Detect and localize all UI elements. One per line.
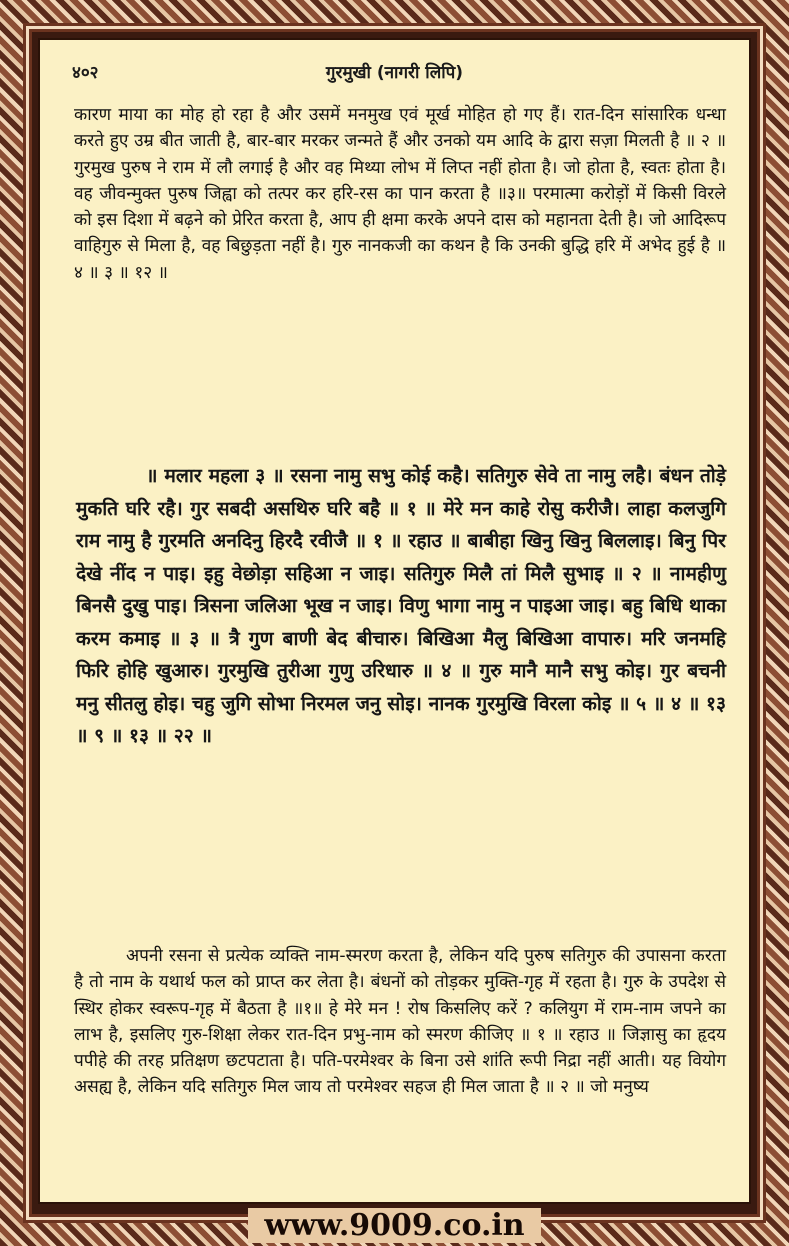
page-number: ४०२: [72, 63, 99, 83]
page-title: गुरमुखी (नागरी लिपि): [325, 63, 464, 83]
book-page: [38, 38, 751, 1204]
gurbani-verse: [76, 460, 726, 753]
paragraph-bottom-text: अपनी रसना से प्रत्येक व्यक्ति नाम-स्मरण करता है, लेकिन यदि पुरुष सतिगुरु की उपासना करता है तो नाम के यथार्थ फल को प्राप्त कर लेता है। बंधनों को तोड़कर मुक्ति-गृह में रहता है। गुरु के उपदेश से स्थिर होकर स्वरूप-गृह में बैठता है ॥१॥ हे मेरे मन ! रोष किसलिए करें ? कलियुग में राम-नाम जपने का लाभ है, इसलिए गुरु-शिक्षा लेकर रात-दिन प्रभु-नाम को स्मरण कीजिए ॥ १ ॥ रहाउ ॥ जिज्ञासु का हृदय पपीहे की तरह प्रतिक्षण छटपटाता है। पति-परमेश्वर के बिना उसे शांति रूपी निद्रा नहीं आती। यह वियोग असह्य है, लेकिन यदि सतिगुरु मिल जाय तो परमेश्वर सहज ही मिल जाता है ॥ २ ॥ जो मनुष्य: [74, 946, 726, 1098]
gurbani-text: ॥ मलार महला ३ ॥ रसना नामु सभु कोई कहै। सतिगुरु सेवे ता नामु लहै। बंधन तोड़े मुकति घरि रहै। गुर सबदी असथिरु घरि बहै ॥ १ ॥ मेरे मन काहे रोसु करीजै। लाहा कलजुगि राम नामु है गुरमति अनदिनु हिरदै रवीजै ॥ १ ॥ रहाउ ॥ बाबीहा खिनु खिनु बिललाइ। बिनु पिर देखे नींद न पाइ। इहु वेछोड़ा सहिआ न जाइ। सतिगुरु मिलै तां मिलै सुभाइ ॥ २ ॥ नामहीणु बिनसै दुखु पाइ। त्रिसना जलिआ भूख न जाइ। विणु भागा नामु न पाइआ जाइ। बहु बिधि थाका करम कमाइ ॥ ३ ॥ त्रै गुण बाणी बेद बीचारु। बिखिआ मैलु बिखिआ वापारु। मरि जनमहि फिरि होहि खुआरु। गुरमुखि तुरीआ गुणु उरिधारु ॥ ४ ॥ गुरु मानै मानै सभु कोइ। गुर बचनी मनु सीतलु होइ। चहु जुगि सोभा निरमल जनु सोइ। नानक गुरमुखि विरला कोइ ॥ ५ ॥ ४ ॥ १३ ॥ ९ ॥ १३ ॥ २२ ॥: [76, 464, 726, 747]
website-url: www.9009.co.in: [248, 1208, 540, 1243]
website-footer: [0, 1208, 789, 1246]
translation-paragraph-bottom: [74, 943, 726, 1101]
page-header: [40, 60, 749, 90]
translation-paragraph-top: [74, 102, 726, 286]
paragraph-top-text: कारण माया का मोह हो रहा है और उसमें मनमुख एवं मूर्ख मोहित हो गए हैं। रात-दिन सांसारिक धन्धा करते हुए उम्र बीत जाती है, बार-बार मरकर जन्मते हैं और उनको यम आदि के द्वारा सज़ा मिलती है ॥ २ ॥ गुरमुख पुरुष ने राम में लौ लगाई है और वह मिथ्या लोभ में लिप्त नहीं होता है। जो होता है, स्वतः होता है। वह जीवन्मुक्त पुरुष जिह्वा को तत्पर कर हरि-रस का पान करता है ॥३॥ परमात्मा करोड़ों में किसी विरले को इस दिशा में बढ़ने को प्रेरित करता है, आप ही क्षमा करके अपने दास को महानता देती है। जो आदिरूप वाहिगुरु से मिला है, वह बिछुड़ता नहीं है। गुरु नानकजी का कथन है कि उनकी बुद्धि हरि में अभेद हुई है ॥ ४ ॥ ३ ॥ १२ ॥: [74, 105, 726, 283]
